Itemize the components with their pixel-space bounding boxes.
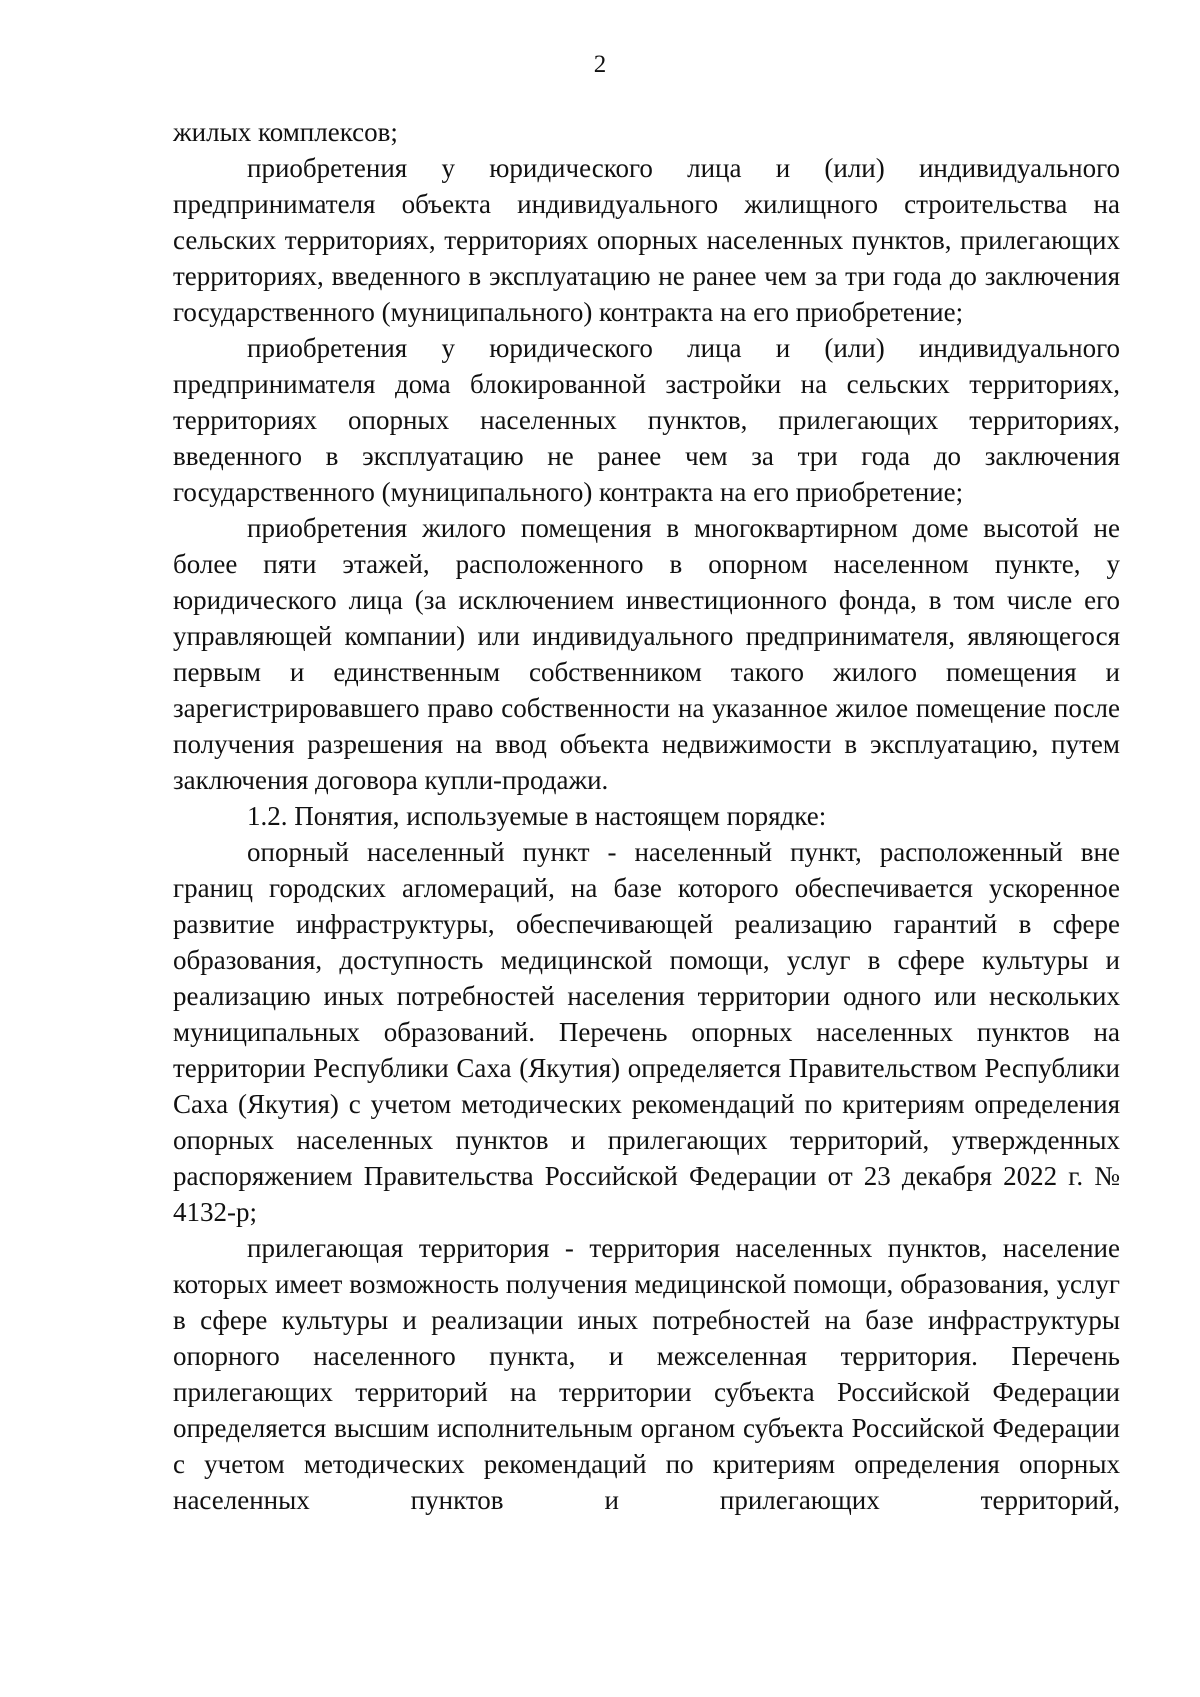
definition-core-settlement: опорный населенный пункт - населенный пункт, расположенный вне границ городских агломераций, на базе которого обеспечивается ускоренное развитие инфраструктуры, обеспечивающей реализацию гарантий в сфере образования, доступность медицинской помощи, услуг в сфере культуры и реализацию иных потребностей населения территории одного или нескольких муниципальных образований. Перечень опорных населенных пунктов на территории Республики Саха (Якутия) определяется Правительством Республики Саха (Якутия) с учетом методических рекомендаций по критериям определения опорных населенных пунктов и прилегающих территорий, утвержденных распоряжением Правительства Российской Федерации от 23 декабря 2022 г. № 4132-р; xyxy=(173,837,1120,1227)
paragraph-individual-housing: приобретения у юридического лица и (или) индивидуального предпринимателя объекта индивидуального жилищного строительства на сельских территориях, территориях опорных населенных пунктов, прилегающих территориях, введенного в эксплуатацию не ранее чем за три года до заключения государственного (муниципального) контракта на его приобретение; xyxy=(173,153,1120,327)
paragraph-continuation: жилых комплексов; xyxy=(173,117,398,147)
definition-adjacent-territory: прилегающая территория - территория населенных пунктов, население которых имеет возможность получения медицинской помощи, образования, услуг в сфере культуры и реализации иных потребностей на базе инфраструктуры опорного населенного пункта, и межселенная территория. Перечень прилегающих территорий на территории субъекта Российской Федерации определяется высшим исполнительным органом субъекта Российской Федерации с учетом методических рекомендаций по критериям определения опорных населенных пунктов и прилегающих территорий, xyxy=(173,1233,1120,1515)
page-number: 2 xyxy=(593,51,607,78)
paragraph-blocked-housing: приобретения у юридического лица и (или) индивидуального предпринимателя дома блокированной застройки на сельских территориях, территориях опорных населенных пунктов, прилегающих территориях, введенного в эксплуатацию не ранее чем за три года до заключения государственного (муниципального) контракта на его приобретение; xyxy=(173,333,1120,507)
document-body xyxy=(173,114,1120,1518)
section-heading-1-2: 1.2. Понятия, используемые в настоящем порядке: xyxy=(247,801,827,831)
paragraph-apartment-purchase: приобретения жилого помещения в многоквартирном доме высотой не более пяти этажей, расположенного в опорном населенном пункте, у юридического лица (за исключением инвестиционного фонда, в том числе его управляющей компании) или индивидуального предпринимателя, являющегося первым и единственным собственником такого жилого помещения и зарегистрировавшего право собственности на указанное жилое помещение после получения разрешения на ввод объекта недвижимости в эксплуатацию, путем заключения договора купли-продажи. xyxy=(173,513,1120,795)
